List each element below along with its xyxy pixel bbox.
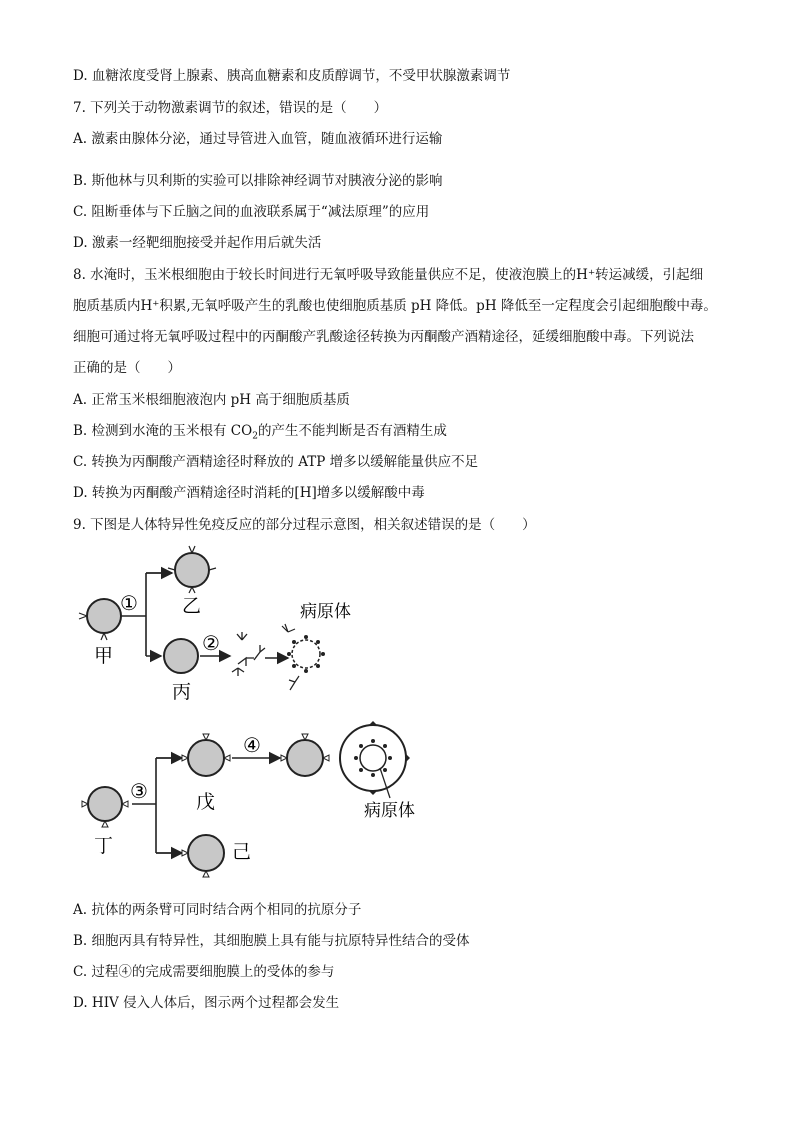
label-ding: 丁 (94, 835, 114, 857)
immune-response-diagram (60, 540, 440, 890)
pathogen-top-label: 病原体 (300, 602, 351, 622)
cell-wu (182, 734, 230, 776)
label-ji: 己 (232, 841, 252, 863)
pathogen-top (282, 624, 325, 690)
q7-option-c: C. 阻断垂体与下丘脑之间的血液联系属于“减法原理”的应用 (73, 204, 430, 220)
q8-option-a: A. 正常玉米根细胞液泡内 pH 高于细胞质基质 (73, 392, 350, 408)
q8-option-b: B. 检测到水淹的玉米根有 $CO_2$的产生不能判断是否有酒精生成 (73, 423, 447, 442)
q9-option-b: B. 细胞丙具有特异性，其细胞膜上具有能与抗原特异性结合的受体 (73, 933, 470, 949)
cell-bing (164, 639, 198, 673)
question-7: 7. 下列关于动物激素调节的叙述，错误的是（ ） (73, 100, 388, 116)
q9-option-d: D. HIV 侵入人体后，图示两个过程都会发生 (73, 995, 340, 1011)
cell-jia (79, 599, 121, 640)
q6-option-d: D. 血糖浓度受肾上腺素、胰高血糖素和皮质醇调节，不受甲状腺激素调节 (73, 68, 511, 84)
question-9: 9. 下图是人体特异性免疫反应的部分过程示意图，相关叙述错误的是（ ） (73, 517, 536, 533)
antibodies (232, 632, 265, 676)
infected-cell (340, 721, 410, 798)
question-8-line-3: 细胞可通过将无氧呼吸过程中的丙酮酸产乳酸途径转换为丙酮酸产酒精途径，延缓细胞酸中毒。下列说法 (73, 329, 694, 345)
pathogen-bottom-label: 病原体 (364, 801, 415, 821)
step-3: ③ (130, 779, 148, 803)
step-2: ② (202, 631, 220, 655)
q8-option-c: C. 转换为丙酮酸产酒精途径时释放的 ATP 增多以缓解能量供应不足 (73, 454, 479, 470)
question-8-line-2: 胞质基质内H⁺积累,无氧呼吸产生的乳酸也使细胞质基质 pH 降低。pH 降低至一定程度会引起细胞酸中毒。 (73, 298, 717, 314)
label-yi: 乙 (182, 595, 202, 617)
cell-ji (182, 835, 224, 877)
q7-option-d: D. 激素一经靶细胞接受并起作用后就失活 (73, 235, 322, 251)
label-wu: 戊 (196, 791, 216, 813)
question-8-line-4: 正确的是（ ） (73, 360, 181, 376)
cell-wu-2 (281, 734, 329, 776)
cell-ding (82, 787, 128, 827)
q7-option-b: B. 斯他林与贝利斯的实验可以排除神经调节对胰液分泌的影响 (73, 173, 443, 189)
label-bing: 丙 (172, 681, 192, 703)
q8-option-d: D. 转换为丙酮酸产酒精途径时消耗的[H]增多以缓解酸中毒 (73, 485, 425, 501)
q9-option-a: A. 抗体的两条臂可同时结合两个相同的抗原分子 (73, 902, 362, 918)
step-1: ① (120, 591, 138, 615)
step-4: ④ (243, 733, 261, 757)
q9-option-c: C. 过程④的完成需要细胞膜上的受体的参与 (73, 964, 335, 980)
question-8-line-1: 8. 水淹时，玉米根细胞由于较长时间进行无氧呼吸导致能量供应不足，使液泡膜上的H⁺转运减缓，引起细 (73, 267, 704, 283)
cell-yi (168, 546, 216, 593)
label-jia: 甲 (94, 645, 114, 667)
q7-option-a: A. 激素由腺体分泌，通过导管进入血管，随血液循环进行运输 (73, 131, 443, 147)
